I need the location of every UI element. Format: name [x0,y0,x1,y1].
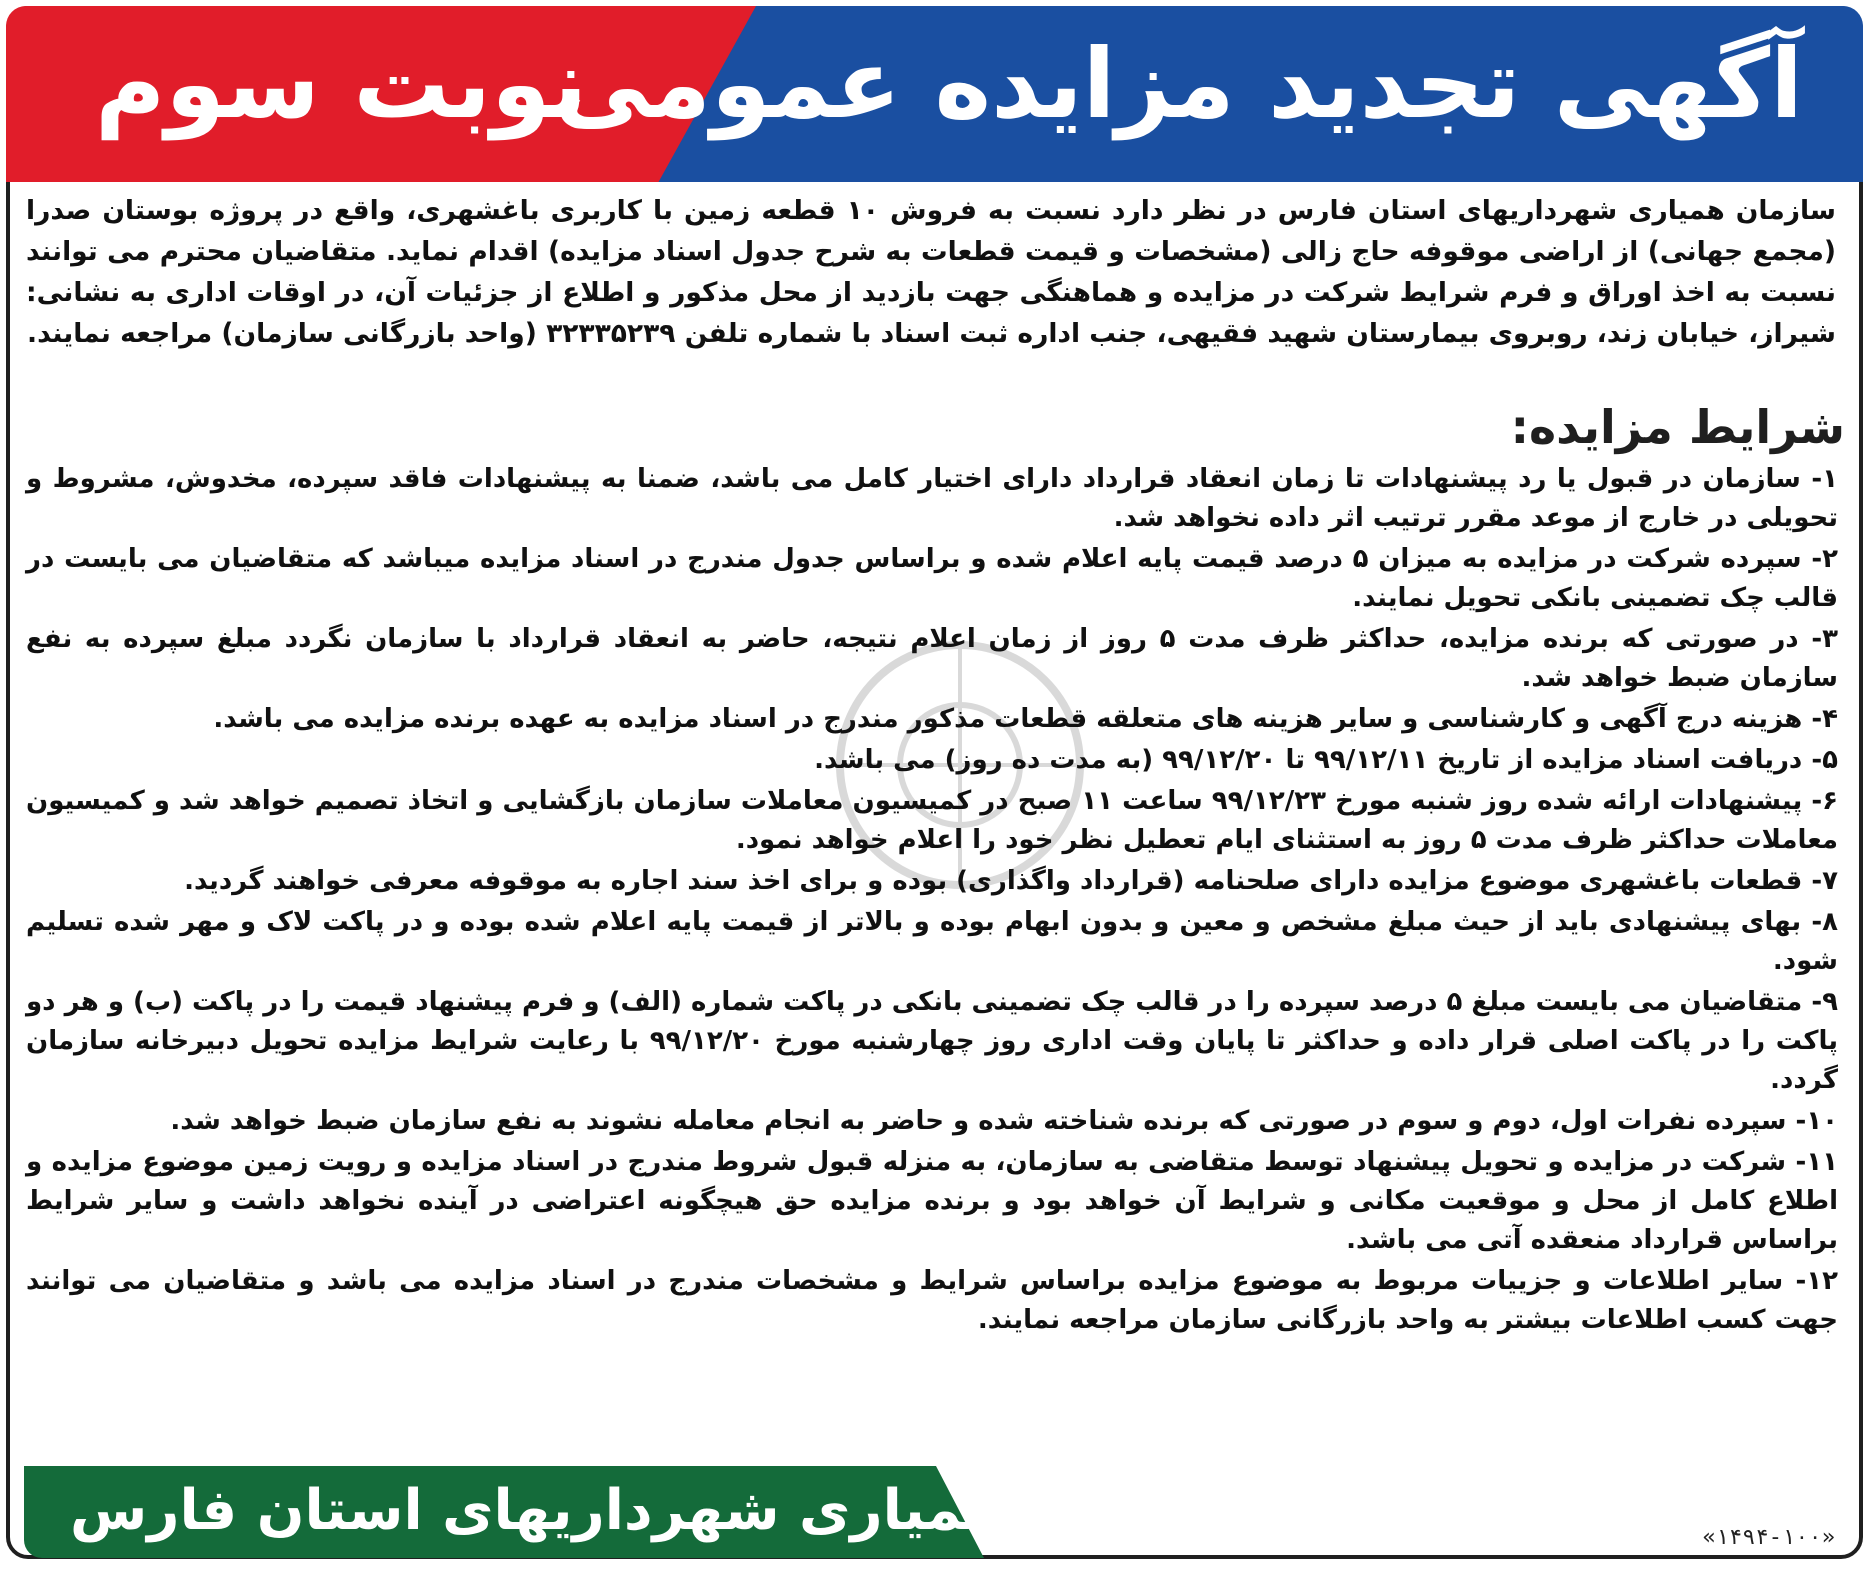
condition-item: ۱۰- سپرده نفرات اول، دوم و سوم در صورتی که برنده شناخته شده و حاضر به انجام معامله نشوند به نفع سازمان ضبط خواهد شد. [170,1106,1838,1136]
condition-item: ۴- هزینه درج آگهی و کارشناسی و سایر هزینه های متعلقه قطعات مذکور مندرج در اسناد مزایده به عهده برنده مزایده می باشد. [213,704,1838,734]
condition-item: ۱۱- شرکت در مزایده و تحویل پیشنهاد توسط متقاضی به سازمان، به منزله قبول شروط مندرج در اسناد مزایده و رویت زمین موضوع مزایده و اطلاع کامل از محل و موقعیت مکانی و شرایط آن خواهد بود و برنده مزایده حق هیچگونه اعتراضی در آینده نخواهد داشت و سایر شرایط براساس قرارداد منعقده آتی می باشد. [26,1147,1838,1255]
condition-item: ۷- قطعات باغشهری موضوع مزایده دارای صلحنامه (قرارداد واگذاری) بوده و برای اخذ سند اجاره به موقوفه معرفی خواهند گردید. [184,866,1838,896]
condition-item: ۳- در صورتی که برنده مزایده، حداکثر ظرف مدت ۵ روز از زمان اعلام نتیجه، حاضر به انعقاد قرارداد با سازمان نگردد مبلغ سپرده به نفع سازمان ضبط خواهد شد. [26,624,1839,693]
condition-item: ۸- بهای پیشنهادی باید از حیث مبلغ مشخص و معین و بدون ابهام بوده و بالاتر از قیمت پایه اعلام شده بوده و در پاکت لاک و مهر شده تسلیم شود. [26,907,1838,976]
condition-item: ۲- سپرده شرکت در مزایده به میزان ۵ درصد قیمت پایه اعلام شده و براساس جدول مندرج در اسناد مزایده میباشد که متقاضیان می بایست در قالب چک تضمینی بانکی تحویل نمایند. [26,544,1838,613]
conditions-list [26,460,1838,1342]
condition-item: ۶- پیشنهادات ارائه شده روز شنبه مورخ ۹۹/۱۲/۲۳ ساعت ۱۱ صبح در کمیسیون معاملات سازمان بازگشایی و اتخاذ تصمیم خواهد شد و کمیسیون معاملات حداکثر ظرف مدت ۵ روز به استثنای ایام تعطیل نظر خود را اعلام خواهد نمود. [26,786,1839,855]
round-label: نوبت سوم [95,28,588,140]
condition-item: ۱- سازمان در قبول یا رد پیشنهادات تا زمان انعقاد قرارداد دارای اختیار کامل می باشد، ضمنا به پیشنهادات فاقد سپرده، مخدوش، مشروط و تحویلی در خارج از موعد مقرر ترتیب اثر داده نخواهد شد. [26,464,1838,533]
ad-code: «۱۴۹۴-۱۰۰» [1702,1525,1835,1550]
condition-item: ۵- دریافت اسناد مزایده از تاریخ ۹۹/۱۲/۱۱ تا ۹۹/۱۲/۲۰ (به مدت ده روز) می باشد. [814,745,1838,775]
footer-organization: سازمان همیاری شهرداریهای استان فارس [70,1478,1235,1543]
page-title: آگهی تجدید مزایده عمومی [554,28,1803,140]
intro-paragraph: سازمان همیاری شهرداریهای استان فارس در نظر دارد نسبت به فروش ۱۰ قطعه زمین با کاربری باغشهری، واقع در پروژه بوستان صدرا (مجمع جهانی) از اراضی موقوفه حاج زالی (مشخصات و قیمت قطعات به شرح جدول اسناد مزایده) اقدام نماید. متقاضیان محترم می توانند نسبت به اخذ اوراق و فرم شرایط شرکت در مزایده و هماهنگی جهت بازدید از محل مذکور و اطلاع از جزئیات آن، در اوقات اداری به نشانی: شیراز، خیابان زند، روبروی بیمارستان شهید فقیهی، جنب اداره ثبت اسناد با شماره تلفن ۳۲۳۳۵۲۳۹ (واحد بازرگانی سازمان) مراجعه نمایند. [26,195,1836,349]
conditions-heading: شرایط مزایده: [1510,400,1845,454]
condition-item: ۱۲- سایر اطلاعات و جزییات مربوط به موضوع مزایده براساس شرایط و مشخصات مندرج در اسناد مزایده می باشد و متقاضیان می توانند جهت کسب اطلاعات بیشتر به واحد بازرگانی سازمان مراجعه نمایند. [26,1266,1838,1335]
condition-item: ۹- متقاضیان می بایست مبلغ ۵ درصد سپرده را در قالب چک تضمینی بانکی در پاکت شماره (الف) و فرم پیشنهاد قیمت را در پاکت (ب) و هر دو پاکت را در پاکت اصلی قرار داده و حداکثر تا پایان وقت اداری روز چهارشنبه مورخ ۹۹/۱۲/۲۰ با رعایت شرایط مزایده تحویل دبیرخانه سازمان گردد. [26,987,1838,1095]
